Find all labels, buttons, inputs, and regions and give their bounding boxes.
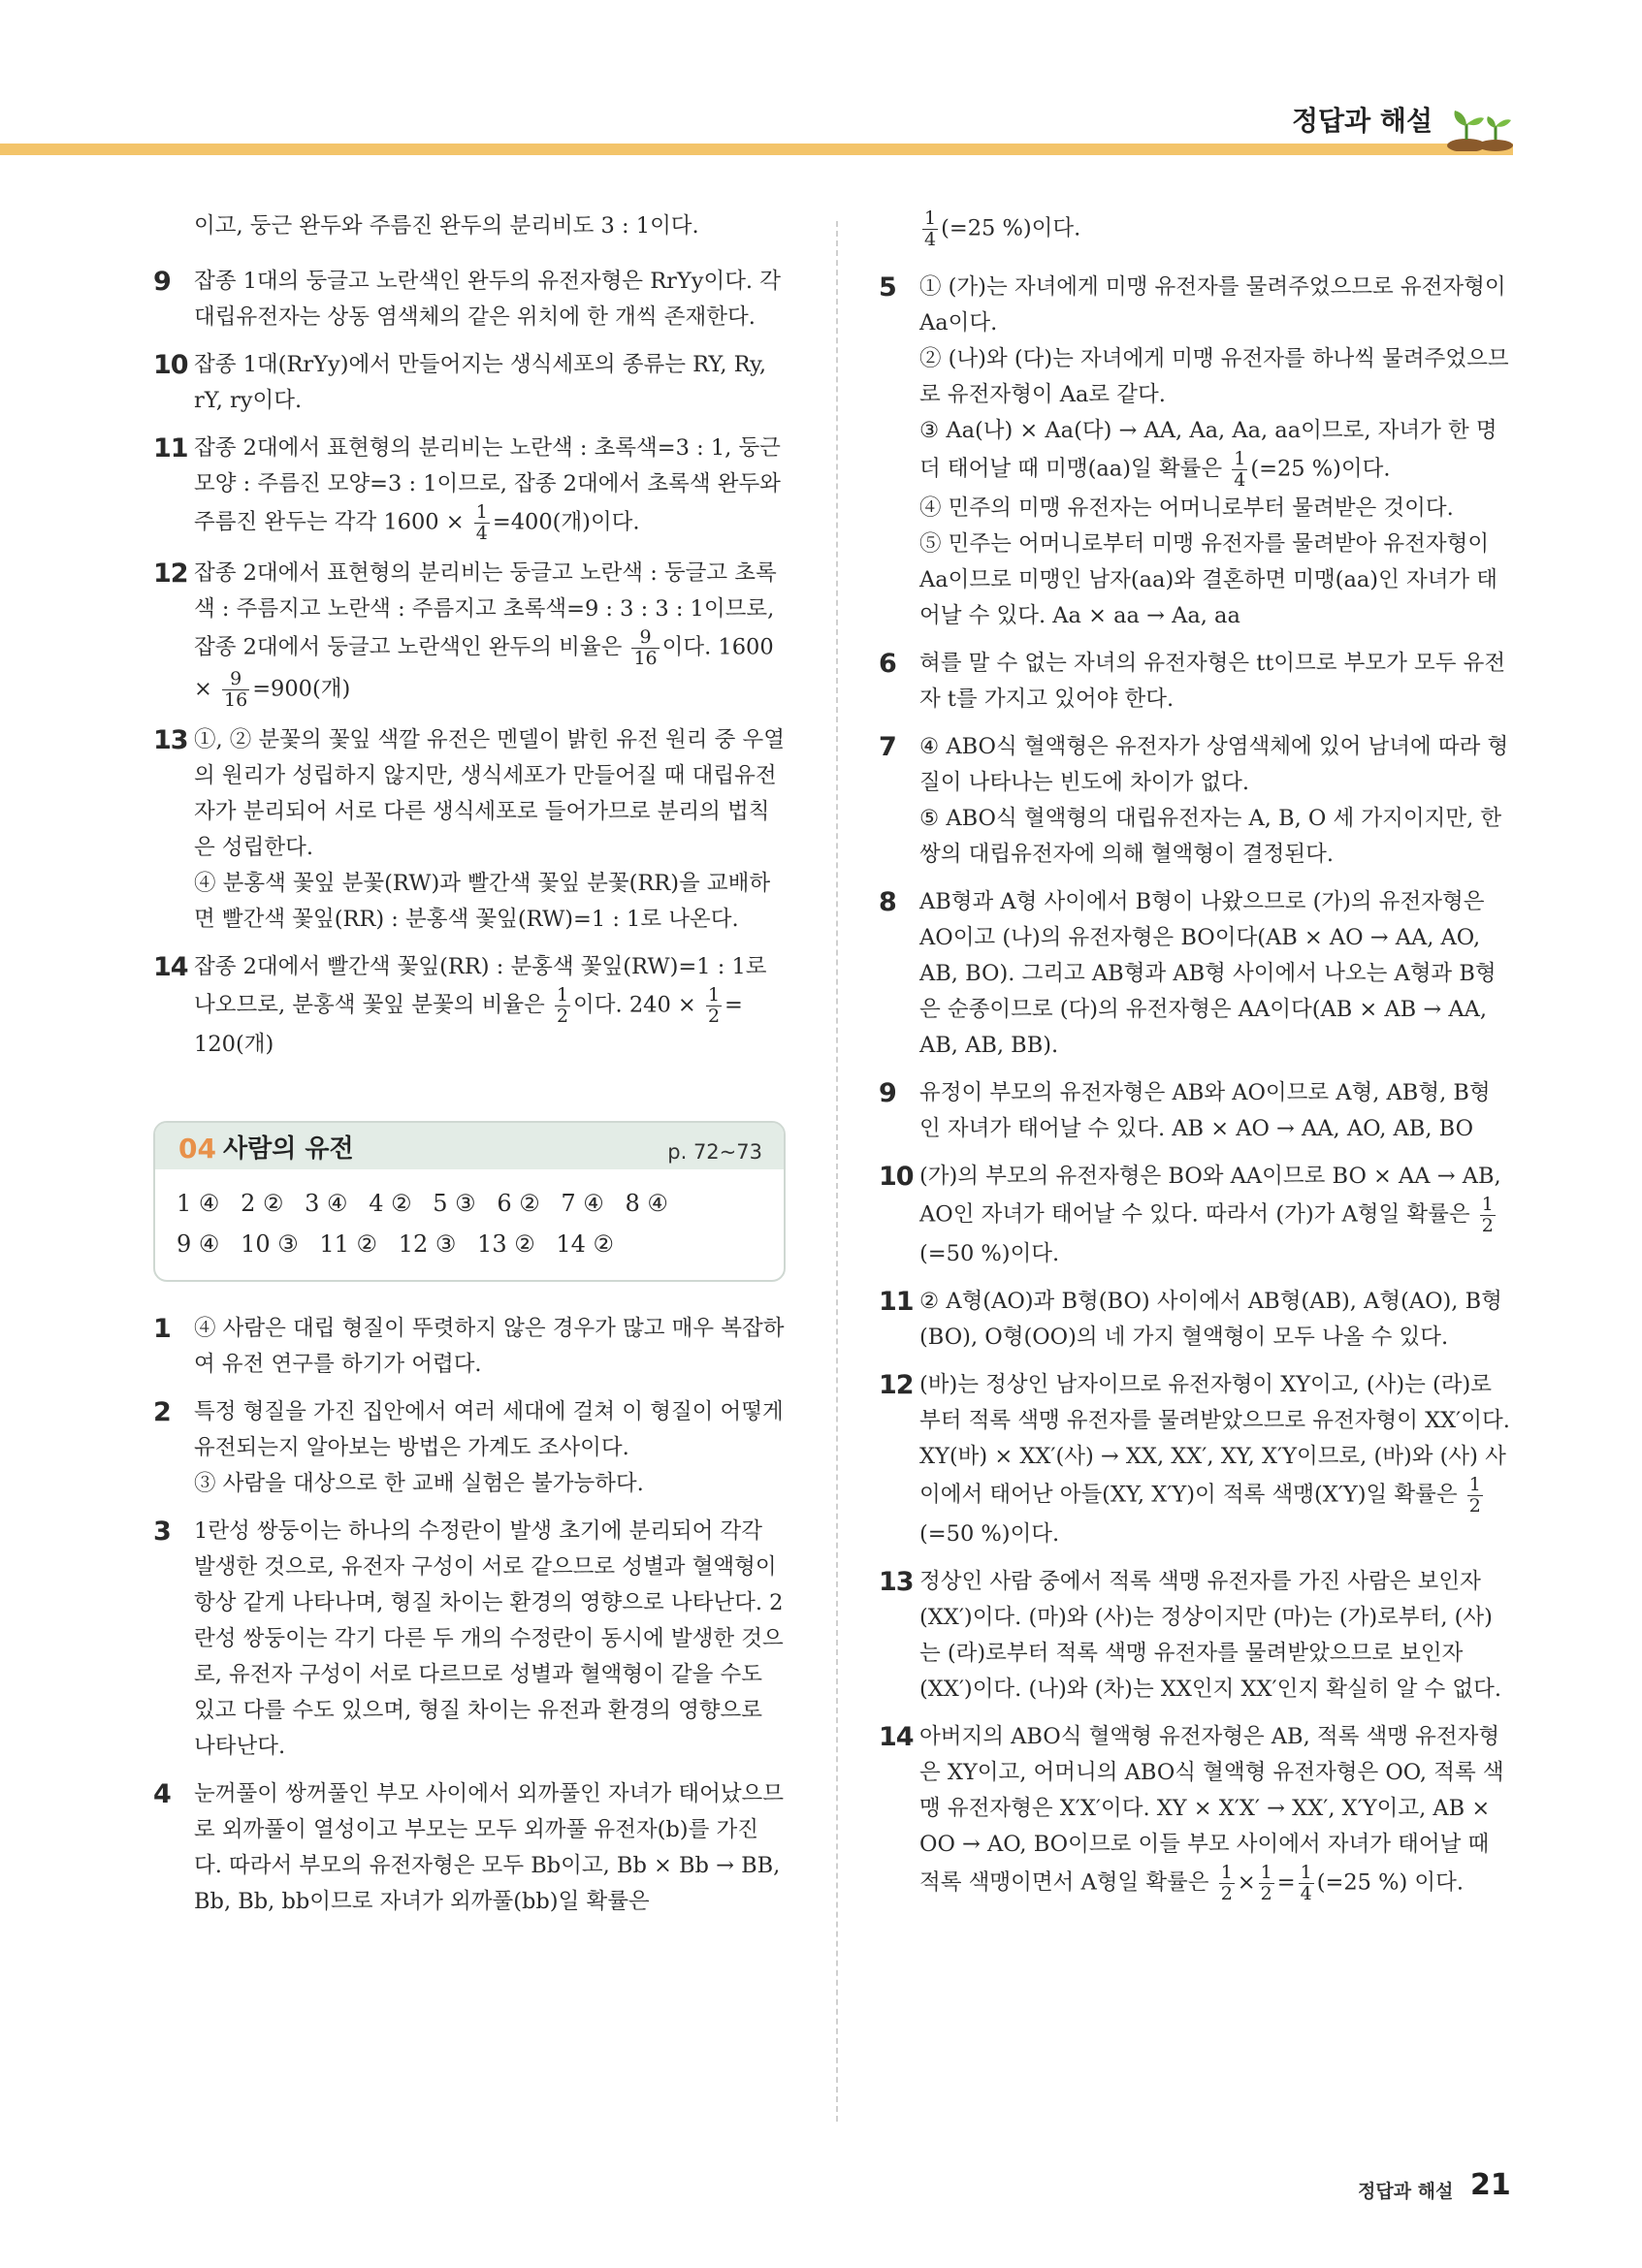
question-number: 13 <box>153 725 188 755</box>
answer-key-item: 13 ② <box>477 1230 535 1258</box>
answer-14 <box>153 949 786 1063</box>
footer-label: 정답과 해설 <box>1358 2181 1454 2202</box>
explanation: ④ 민주의 미맹 유전자는 어머니로부터 물려받은 것이다. <box>919 495 1454 521</box>
left-column <box>153 208 786 1932</box>
question-number: 11 <box>153 433 188 463</box>
section-header <box>155 1123 784 1169</box>
answer-10 <box>153 347 786 419</box>
answer-6 <box>879 646 1511 718</box>
explanation: 혀를 말 수 없는 자녀의 유전자형은 tt이므로 부모가 모두 유전자 t를 가지고 있어야 한다. <box>919 651 1506 712</box>
fraction: $\frac{1}{4}$ <box>1300 1862 1312 1904</box>
fraction: $\frac{1}{4}$ <box>1234 448 1246 491</box>
question-number: 8 <box>879 887 896 917</box>
answer-key-item: 11 ② <box>319 1230 378 1258</box>
column-divider <box>836 221 838 2122</box>
question-number: 12 <box>153 559 188 589</box>
explanation: ①, ② 분꽃의 꽃잎 색깔 유전은 멘델이 밝힌 유전 원리 중 우열의 원리가 성립하지 않지만, 생식세포가 만들어질 때 대립유전자가 분리되어 서로 다른 생식세포로 들어가므로 분리의 법칙은 성립한다. <box>194 727 785 860</box>
explanation: (바)는 정상인 남자이므로 유전자형이 XY이고, (사)는 (라)로부터 적록 색맹 유전자를 물려받았으므로 유전자형이 XX′이다. XY(바) × XX′(사) → XX, XX′, XY, X′Y이므로, (바)와 (사) 사이에서 태어난 아들(XY, X′Y)이 적록 색맹(X′Y)일 확률은 $\frac{1}{2}$ (=50 %)이다. <box>919 1372 1510 1547</box>
question-number: 7 <box>879 732 896 762</box>
answer-7 <box>879 729 1511 873</box>
fraction: $\frac{9}{16}$ <box>224 668 248 711</box>
answer-key-item: 10 ③ <box>241 1230 299 1258</box>
fraction: $\frac{1}{4}$ <box>924 208 937 250</box>
explanation: ⑤ ABO식 혈액형의 대립유전자는 A, B, O 세 가지이지만, 한 쌍의 대립유전자에 의해 혈액형이 결정된다. <box>919 806 1502 867</box>
answer-key-item: 8 ④ <box>625 1190 668 1217</box>
explanation: 눈꺼풀이 쌍꺼풀인 부모 사이에서 외까풀인 자녀가 태어났으므로 외까풀이 열성이고 부모는 모두 외까풀 유전자(b)를 가진다. 따라서 부모의 유전자형은 모두 Bb이고, Bb × Bb → BB, Bb, Bb, bb이므로 자녀가 외까풀(bb)일 확률은 <box>194 1781 785 1914</box>
question-number: 4 <box>153 1779 171 1809</box>
question-number: 10 <box>879 1162 914 1192</box>
fraction: $\frac{1}{2}$ <box>1468 1474 1481 1517</box>
answer-4 <box>153 1776 786 1920</box>
continuation-text: 이고, 둥근 완두와 주름진 완두의 분리비도 3 : 1이다. <box>194 213 699 239</box>
question-number: 5 <box>879 272 896 303</box>
fraction: $\frac{1}{2}$ <box>556 984 569 1027</box>
answer-key-item: 14 ② <box>556 1230 615 1258</box>
explanation: 잡종 1대의 둥글고 노란색인 완두의 유전자형은 RrYy이다. 각 대립유전자는 상동 염색체의 같은 위치에 한 개씩 존재한다. <box>194 269 781 330</box>
answer-13 <box>879 1564 1511 1708</box>
answer-key-item: 6 ② <box>497 1190 540 1217</box>
question-number: 6 <box>879 649 896 679</box>
answer-row-1 <box>177 1183 764 1224</box>
answer-8 <box>879 884 1511 1064</box>
explanation: 특정 형질을 가진 집안에서 여러 세대에 걸쳐 이 형질이 어떻게 유전되는지 알아보는 방법은 가계도 조사이다. <box>194 1399 784 1460</box>
right-column <box>879 208 1511 1916</box>
answer-key-item: 4 ② <box>369 1190 412 1217</box>
explanation: 잡종 1대(RrYy)에서 만들어지는 생식세포의 종류는 RY, Ry, rY, ry이다. <box>194 352 767 413</box>
fraction: $\frac{1}{2}$ <box>1260 1862 1272 1904</box>
answer-3 <box>153 1514 786 1765</box>
explanation: ① (가)는 자녀에게 미맹 유전자를 물려주었으므로 유전자형이 Aa이다. <box>919 274 1506 335</box>
explanation: 유정이 부모의 유전자형은 AB와 AO이므로 A형, AB형, B형인 자녀가 태어날 수 있다. AB × AO → AA, AO, AB, BO <box>919 1080 1491 1141</box>
answer-row-2 <box>177 1224 764 1264</box>
question-number: 12 <box>879 1370 914 1400</box>
fraction: $\frac{1}{4}$ <box>475 501 488 544</box>
section-number: 04 <box>178 1133 216 1165</box>
header-title: 정답과 해설 <box>1292 105 1433 137</box>
question-number: 11 <box>879 1287 914 1317</box>
explanation: 잡종 2대에서 표현형의 분리비는 둥글고 노란색 : 둥글고 초록색 : 주름지고 노란색 : 주름지고 초록색=9 : 3 : 3 : 1이므로, 잡종 2대에서 둥글고 노란색인 완두의 비율은 $\frac{9}{16}$ 이다. 1600 × $\frac{9}{16}$ =900(개) <box>194 560 777 711</box>
answer-9 <box>879 1075 1511 1147</box>
page-number: 21 <box>1470 2168 1511 2202</box>
explanation: ② A형(AO)과 B형(BO) 사이에서 AB형(AB), A형(AO), B형(BO), O형(OO)의 네 가지 혈액형이 모두 나올 수 있다. <box>919 1289 1502 1350</box>
answer-key-item: 12 ③ <box>398 1230 457 1258</box>
answer-11 <box>153 431 786 544</box>
answer-13 <box>153 722 786 938</box>
explanation: ⑤ 민주는 어머니로부터 미맹 유전자를 물려받아 유전자형이 Aa이므로 미맹인 남자(aa)와 결혼하면 미맹(aa)인 자녀가 태어날 수 있다. Aa × aa → Aa, aa <box>919 531 1498 628</box>
answer-14 <box>879 1719 1511 1904</box>
explanation: (가)의 부모의 유전자형은 BO와 AA이므로 BO × AA → AB, AO인 자녀가 태어날 수 있다. 따라서 (가)가 A형일 확률은 $\frac{1}{2}$ (=50 %)이다. <box>919 1164 1501 1266</box>
explanation: AB형과 A형 사이에서 B형이 나왔으므로 (가)의 유전자형은 AO이고 (나)의 유전자형은 BO이다(AB × AO → AA, AO, AB, BO). 그리고 AB형과 AB형 사이에서 나오는 A형과 B형은 순종이므로 (다)의 유전자형은 AA이다(AB × AB → AA, AB, AB, BB). <box>919 889 1497 1058</box>
answer-key-item: 2 ② <box>241 1190 284 1217</box>
section-page-range: p. 72~73 <box>667 1140 762 1164</box>
explanation: ② (나)와 (다)는 자녀에게 미맹 유전자를 하나씩 물려주었으므로 유전자형이 Aa로 같다. <box>919 346 1509 407</box>
explanation: 1란성 쌍둥이는 하나의 수정란이 발생 초기에 분리되어 각각 발생한 것으로, 유전자 구성이 서로 같으므로 성별과 혈액형이 항상 같게 나타나며, 형질 차이는 환경의 영향으로 나타난다. 2란성 쌍둥이는 각기 다른 두 개의 수정란이 동시에 발생한 것으로, 유전자 구성이 서로 다르므로 성별과 혈액형이 같을 수도 있고 다를 수도 있으며, 형질 차이는 유전과 환경의 영향으로 나타난다. <box>194 1518 784 1759</box>
continuation-text: $\frac{1}{4}$ (=25 %)이다. <box>924 208 1081 250</box>
question-number: 9 <box>153 267 171 297</box>
explanation: 잡종 2대에서 표현형의 분리비는 노란색 : 초록색=3 : 1, 둥근 모양 : 주름진 모양=3 : 1이므로, 잡종 2대에서 초록색 완두와 주름진 완두는 각각 1600 × $\frac{1}{4}$ =400(개)이다. <box>194 435 781 544</box>
sprout-icon <box>1445 97 1515 151</box>
question-number: 1 <box>153 1314 171 1344</box>
answer-key <box>155 1169 784 1280</box>
explanation: 아버지의 ABO식 혈액형 유전자형은 AB, 적록 색맹 유전자형은 XY이고, 어머니의 ABO식 혈액형 유전자형은 OO, 적록 색맹 유전자형은 X′X′이다. XY × X′X′ → XX′, X′Y이고, AB × OO → AO, BO이므로 이들 부모 사이에서 자녀가 태어날 때 적록 색맹이면서 A형일 확률은 $\frac{1}{2}$ × $\frac{1}{2}$ = $\frac{1}{4}$ (=25 %) 이다. <box>919 1724 1504 1904</box>
answer-key-item: 5 ③ <box>433 1190 476 1217</box>
answer-1 <box>153 1311 786 1383</box>
answer-2 <box>153 1394 786 1502</box>
question-number: 3 <box>153 1517 171 1547</box>
explanation: ④ 분홍색 꽃잎 분꽃(RW)과 빨간색 꽃잎 분꽃(RR)을 교배하면 빨간색 꽃잎(RR) : 분홍색 꽃잎(RW)=1 : 1로 나온다. <box>194 871 771 932</box>
answer-12 <box>153 556 786 711</box>
explanation: ④ ABO식 혈액형은 유전자가 상염색체에 있어 남녀에 따라 형질이 나타나는 빈도에 차이가 없다. <box>919 734 1509 795</box>
question-number: 2 <box>153 1397 171 1427</box>
fraction: $\frac{1}{2}$ <box>707 984 721 1027</box>
explanation: 정상인 사람 중에서 적록 색맹 유전자를 가진 사람은 보인자(XX′)이다. (마)와 (사)는 정상이지만 (마)는 (가)로부터, (사)는 (라)로부터 적록 색맹 유전자를 물려받았으므로 보인자(XX′)이다. (나)와 (차)는 XX인지 XX′인지 확실히 알 수 없다. <box>919 1569 1502 1702</box>
answer-9 <box>153 264 786 335</box>
explanation: ④ 사람은 대립 형질이 뚜렷하지 않은 경우가 많고 매우 복잡하여 유전 연구를 하기가 어렵다. <box>194 1316 785 1377</box>
answer-key-item: 9 ④ <box>177 1230 220 1258</box>
explanation: ③ 사람을 대상으로 한 교배 실험은 불가능하다. <box>194 1471 644 1496</box>
fraction: $\frac{1}{2}$ <box>1220 1862 1233 1904</box>
answer-5 <box>879 270 1511 634</box>
question-number: 14 <box>879 1722 914 1752</box>
answer-10 <box>879 1159 1511 1272</box>
question-number: 14 <box>153 952 188 982</box>
section-answer-box <box>153 1121 786 1282</box>
answer-key-item: 7 ④ <box>561 1190 604 1217</box>
fraction: $\frac{9}{16}$ <box>633 626 658 669</box>
answer-11 <box>879 1284 1511 1356</box>
question-number: 9 <box>879 1078 896 1108</box>
question-number: 10 <box>153 350 188 380</box>
answer-key-item: 1 ④ <box>177 1190 220 1217</box>
explanation: ③ Aa(나) × Aa(다) → AA, Aa, Aa, aa이므로, 자녀가 한 명 더 태어날 때 미맹(aa)일 확률은 $\frac{1}{4}$ (=25 %)이다. <box>919 418 1497 491</box>
answer-key-item: 3 ④ <box>305 1190 348 1217</box>
header-bar <box>0 144 1513 155</box>
answer-12 <box>879 1367 1511 1552</box>
fraction: $\frac{1}{2}$ <box>1481 1194 1494 1236</box>
explanation: 잡종 2대에서 빨간색 꽃잎(RR) : 분홍색 꽃잎(RW)=1 : 1로 나오므로, 분홍색 꽃잎 분꽃의 비율은 $\frac{1}{2}$ 이다. 240 × $\frac{1}{2}$ = 120(개) <box>194 954 767 1057</box>
question-number: 13 <box>879 1567 914 1597</box>
section-title: 사람의 유전 <box>223 1134 354 1164</box>
